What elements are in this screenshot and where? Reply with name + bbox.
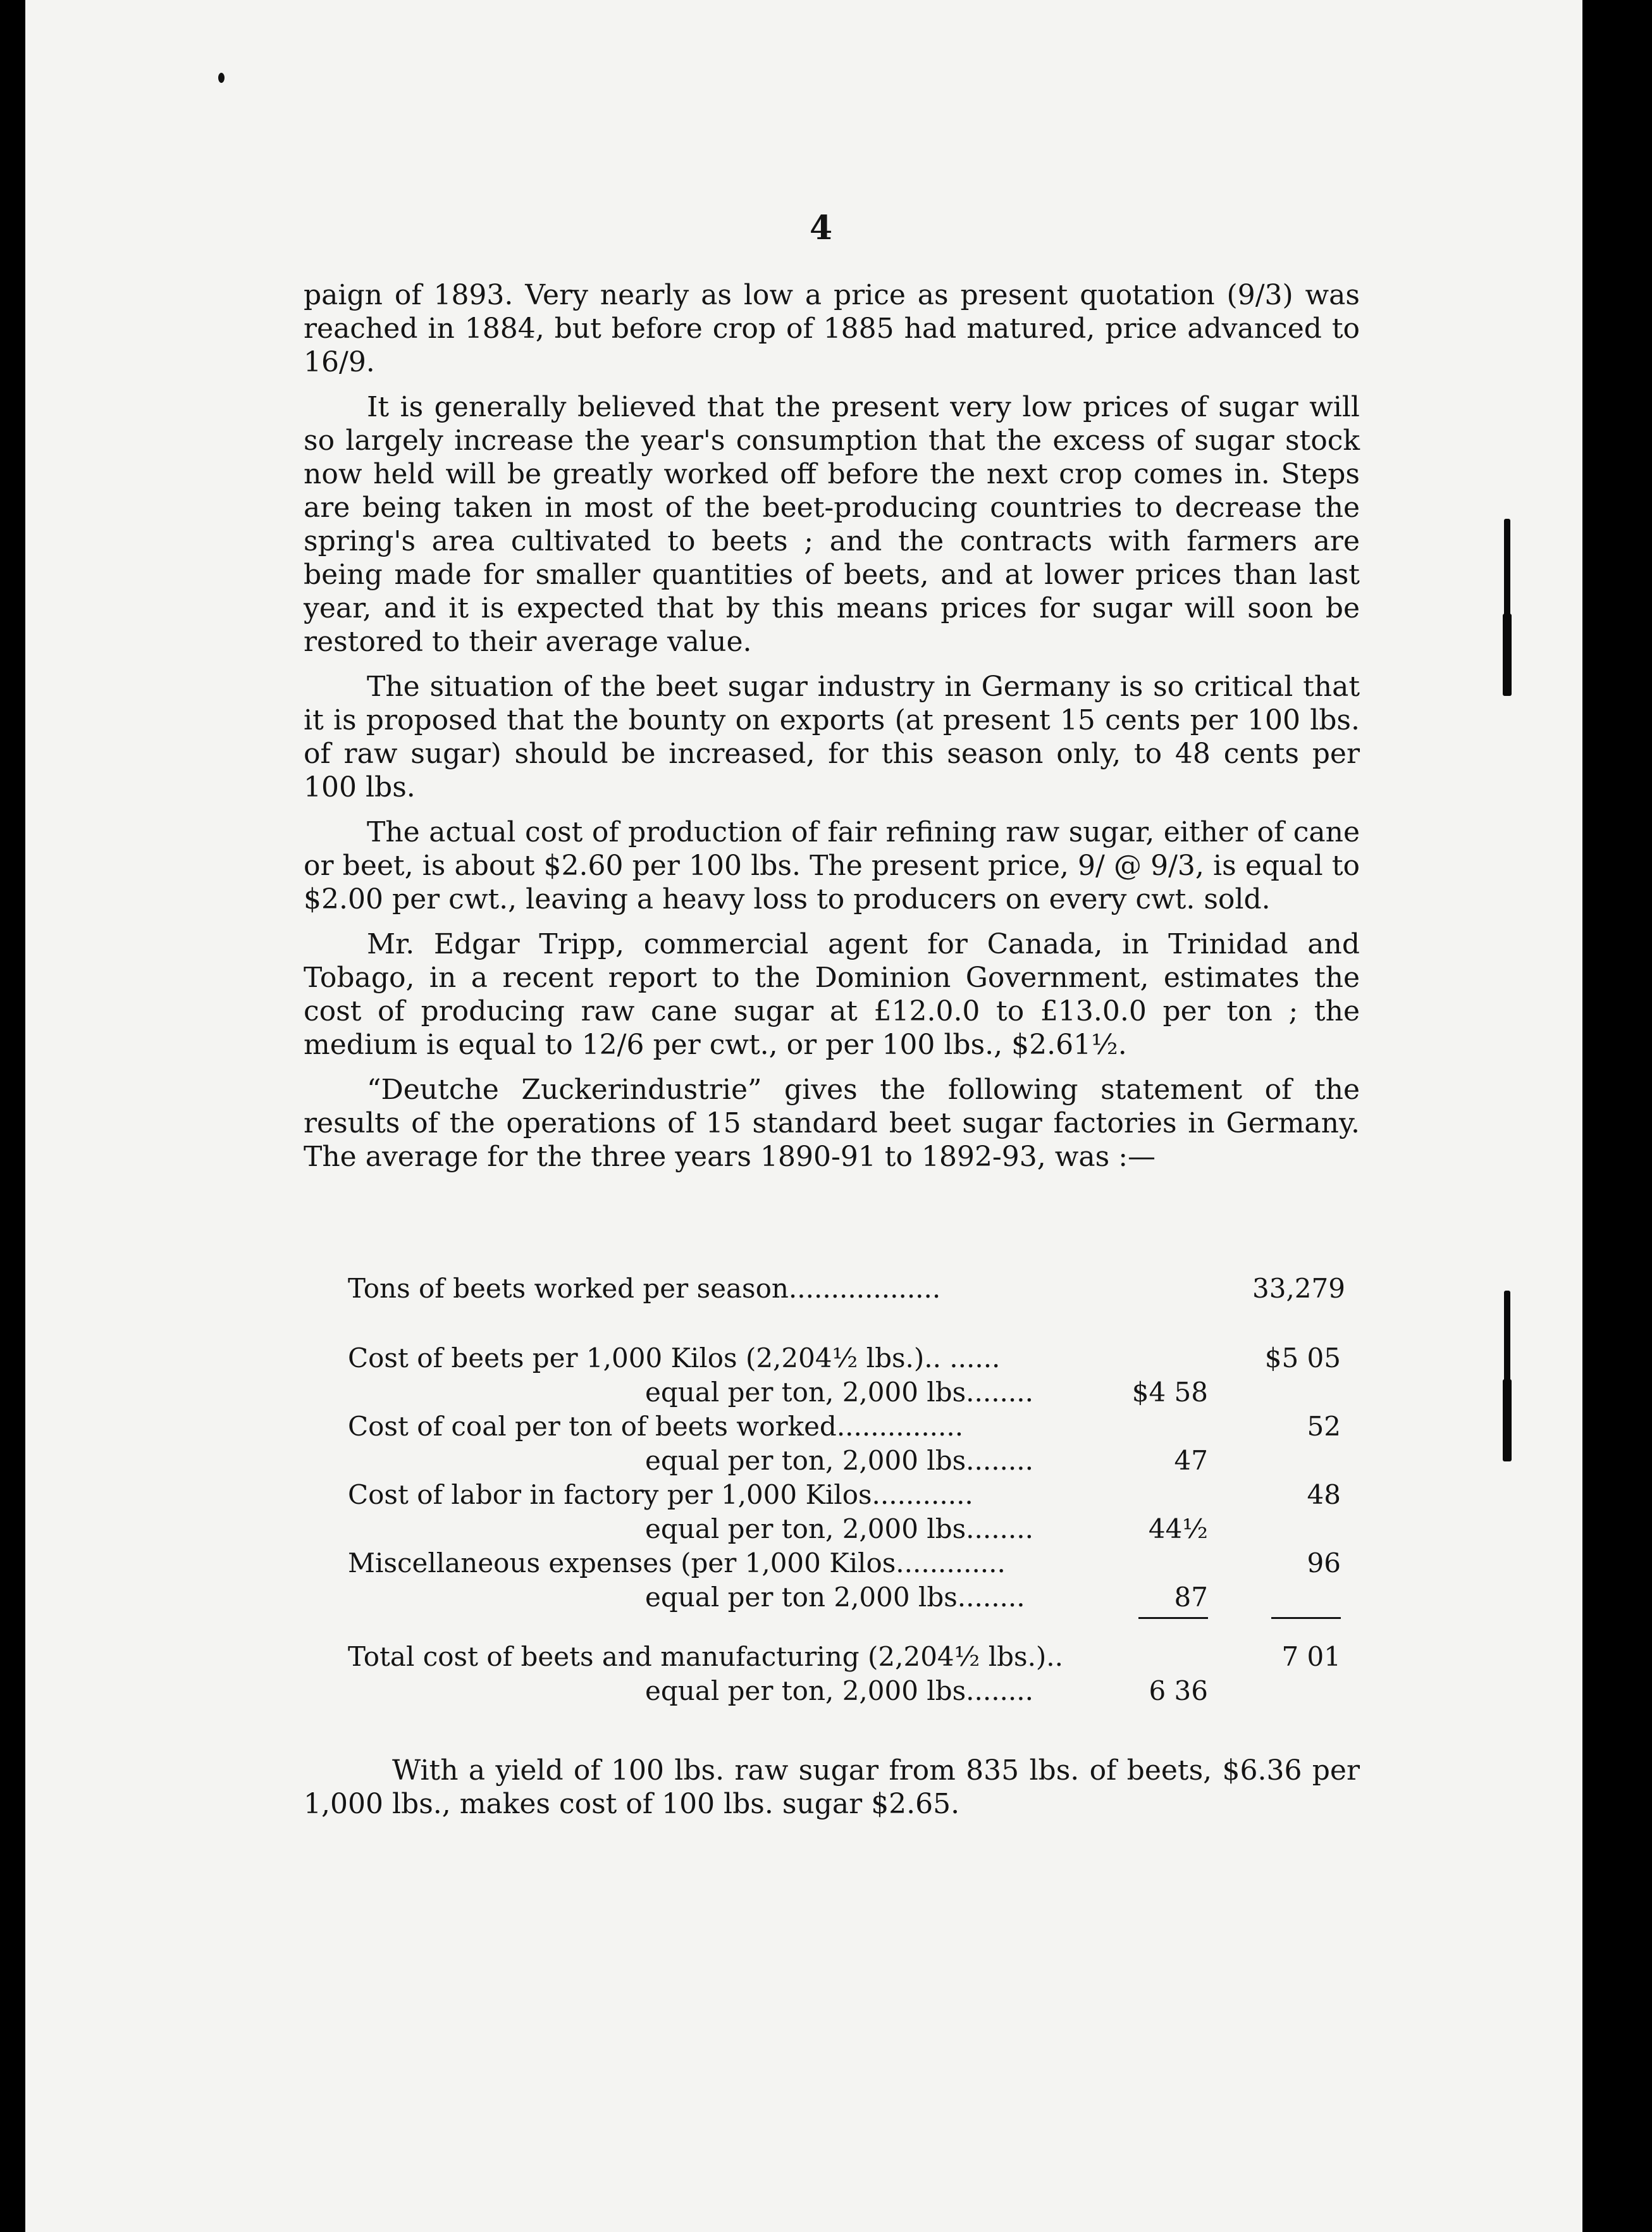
row-label: equal per ton, 2,000 lbs........	[645, 1513, 1033, 1544]
sum-rule	[348, 1615, 1341, 1640]
subtotal-value: $4 58	[1131, 1377, 1208, 1408]
cost-table	[348, 1272, 1345, 1708]
spacer	[348, 1306, 1341, 1341]
total-value: $5 05	[1264, 1342, 1341, 1373]
subtotal-value: 44½	[1148, 1513, 1208, 1544]
row-label: equal per ton 2,000 lbs........	[645, 1582, 1025, 1613]
subtotal-value: 6 36	[1149, 1675, 1208, 1706]
paragraph: Mr. Edgar Tripp, commercial agent for Canada, in Trinidad and Tobago, in a recent report to the Dominion Government, estimates the cost of producing raw cane sugar at £12.0.0 to £13.0.0 per ton ; the medium is equal to 12/6 per cwt., or per 100 lbs., $2.61½.	[304, 928, 1360, 1061]
scan-edge-mark	[1503, 1379, 1512, 1461]
row-label: equal per ton, 2,000 lbs........	[645, 1445, 1033, 1476]
ink-speck	[218, 73, 225, 83]
row-label: equal per ton, 2,000 lbs........	[645, 1675, 1033, 1706]
subtotal-value: 47	[1174, 1445, 1208, 1476]
table-row	[348, 1580, 1341, 1615]
row-label: equal per ton, 2,000 lbs........	[645, 1377, 1033, 1408]
body-text	[304, 278, 1360, 1185]
closing-text	[304, 1754, 1360, 1832]
paragraph: The situation of the beet sugar industry in Germany is so critical that it is proposed that the bounty on exports (at present 15 cents per 100 lbs. of raw sugar) should be increased, for this season only, to 48 cents per 100 lbs.	[304, 671, 1360, 803]
row-label: Cost of labor in factory per 1,000 Kilos............	[348, 1479, 973, 1510]
paragraph: With a yield of 100 lbs. raw sugar from 835 lbs. of beets, $6.36 per 1,000 lbs., makes cost of 100 lbs. sugar $2.65.	[304, 1754, 1360, 1820]
row-label: Tons of beets worked per season..................	[348, 1273, 941, 1304]
subtotal-value: 87	[1174, 1582, 1208, 1613]
row-label: Cost of beets per 1,000 Kilos (2,204½ lbs.).. ......	[348, 1342, 1001, 1373]
row-label: Miscellaneous expenses (per 1,000 Kilos.............	[348, 1547, 1006, 1578]
table-row	[348, 1375, 1341, 1410]
table-row	[348, 1478, 1341, 1512]
row-label: Cost of coal per ton of beets worked...............	[348, 1411, 964, 1442]
table-row	[348, 1674, 1341, 1708]
total-value: 7 01	[1281, 1641, 1341, 1672]
table-row	[348, 1444, 1341, 1478]
paragraph: It is generally believed that the present very low prices of sugar will so largely increase the year's consumption that the excess of sugar stock now held will be greatly worked off before the next crop comes in. Steps are being taken in most of the beet-producing countries to decrease the spring's area cultivated to beets ; and the contracts with farmers are being made for smaller quantities of beets, and at lower prices than last year, and it is expected that by this means prices for sugar will soon be restored to their average value.	[304, 391, 1360, 658]
total-value: 33,279	[1252, 1273, 1345, 1304]
table-row	[348, 1410, 1341, 1444]
table-row	[348, 1640, 1341, 1674]
paragraph: paign of 1893. Very nearly as low a price as present quotation (9/3) was reached in 1884, but before crop of 1885 had matured, price advanced to 16/9.	[304, 279, 1360, 378]
table-row	[348, 1546, 1341, 1580]
total-value: 52	[1307, 1411, 1341, 1442]
total-value: 48	[1307, 1479, 1341, 1510]
scanned-page	[25, 0, 1582, 2232]
total-rule	[1271, 1617, 1341, 1619]
table-row	[348, 1512, 1341, 1546]
scan-edge-mark	[1503, 614, 1512, 696]
total-value: 96	[1307, 1547, 1341, 1578]
page-number: 4	[810, 209, 833, 247]
paragraph: The actual cost of production of fair refining raw sugar, either of cane or beet, is about $2.60 per 100 lbs. The present price, 9/ @ 9/3, is equal to $2.00 per cwt., leaving a heavy loss to producers on every cwt. sold.	[304, 816, 1360, 915]
paragraph: “Deutche Zuckerindustrie” gives the following statement of the results of the operations of 15 standard beet sugar factories in Germany. The average for the three years 1890-91 to 1892-93, was :—	[304, 1074, 1360, 1173]
table-row	[348, 1341, 1341, 1375]
subtotal-rule	[1138, 1617, 1208, 1619]
table-row	[348, 1272, 1345, 1306]
row-label: Total cost of beets and manufacturing (2,204½ lbs.)..	[348, 1641, 1064, 1672]
